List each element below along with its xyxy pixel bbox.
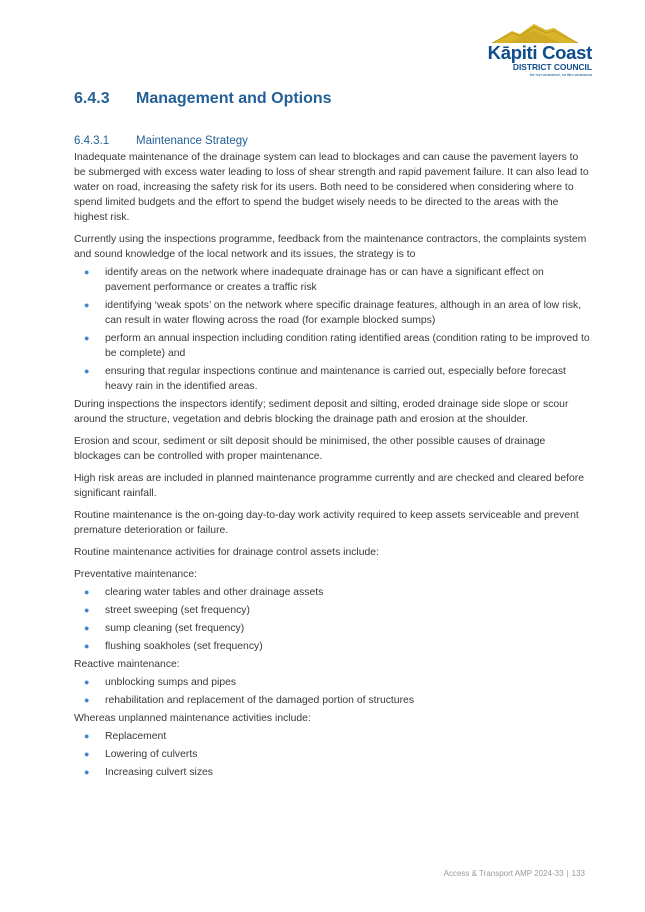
list-item: ● street sweeping (set frequency) — [84, 605, 250, 616]
bullet-icon: ● — [84, 605, 90, 615]
section-number: 6.4.3 — [74, 90, 110, 107]
paragraph: Routine maintenance activities for drainage control assets include: — [74, 547, 379, 558]
paragraph: Currently using the inspections programme, feedback from the maintenance contractors, the complaints system and sound knowledge of the local network and its issues, the strategy is to — [74, 234, 587, 260]
list-item: ● unblocking sumps and pipes — [84, 677, 237, 688]
subsection-title: Maintenance Strategy — [136, 135, 248, 147]
paragraph: Preventative maintenance: — [74, 569, 198, 580]
page-number: 133 — [571, 869, 585, 878]
bullet-icon: ● — [84, 623, 90, 633]
list-item: ● ensuring that regular inspections continue and maintenance is carried out, especially before forecast heavy rain in the identified areas. — [84, 366, 566, 392]
council-logo — [476, 22, 592, 80]
bullet-icon: ● — [84, 767, 90, 777]
list-item: ● identify areas on the network where inadequate drainage has or can have a significant effect on pavement performance or creates a traffic risk — [84, 267, 544, 293]
unplanned-list — [74, 729, 590, 780]
bullet-icon: ● — [84, 695, 90, 705]
paragraph: Inadequate maintenance of the drainage system can lead to blockages and can cause the pavement layers to be submerged with excess water leading to loss of shear strength and rapid pavement failure. It can also lead to water on road, increasing the safety risk for its users. Both need to be considered when considering where to spend limited budgets and the effort to spend the budget wisely needs to be directed to the areas with the highest risk. — [74, 152, 589, 223]
list-item: ● Replacement — [84, 731, 167, 742]
list-item: ● sump cleaning (set frequency) — [84, 623, 245, 634]
bullet-icon: ● — [84, 749, 90, 759]
bullet-icon: ● — [84, 300, 90, 310]
paragraph: During inspections the inspectors identify; sediment deposit and silting, eroded drainage side slope or scour around the structure, vegetation and debris blocking the drainage path and erosion at the shoulder. — [74, 399, 569, 425]
list-item: ● Lowering of culverts — [84, 749, 198, 760]
body-text — [74, 150, 590, 783]
paragraph: Routine maintenance is the on-going day-to-day work activity required to keep assets serviceable and prevent premature deterioration or failure. — [74, 510, 579, 536]
logo-tagline: Me huri whakamuri, ka titiro whakamua — [529, 73, 592, 77]
footer-separator: | — [566, 869, 569, 878]
list-item: ● Increasing culvert sizes — [84, 767, 213, 778]
preventative-list — [74, 585, 590, 654]
subsection-number: 6.4.3.1 — [74, 135, 110, 147]
bullet-icon: ● — [84, 677, 90, 687]
subsection-heading — [74, 133, 590, 149]
footer-document-title: Access & Transport AMP 2024-33 — [443, 869, 564, 878]
bullet-icon: ● — [84, 333, 90, 343]
logo-name: Kāpiti Coast — [487, 42, 592, 63]
mountain-logo-icon — [490, 22, 580, 44]
paragraph: Whereas unplanned maintenance activities include: — [74, 713, 311, 724]
list-item: ● rehabilitation and replacement of the damaged portion of structures — [84, 695, 415, 706]
reactive-list — [74, 675, 590, 708]
list-item: ● identifying ‘weak spots’ on the network where specific drainage features, although in an area of low risk, can result in water flowing across the road (for example blocked sumps) — [84, 300, 582, 326]
bullet-icon: ● — [84, 267, 90, 277]
paragraph: Reactive maintenance: — [74, 659, 180, 670]
list-item: ● clearing water tables and other drainage assets — [84, 587, 324, 598]
bullet-icon: ● — [84, 587, 90, 597]
paragraph: Erosion and scour, sediment or silt deposit should be minimised, the other possible causes of drainage blockages can be controlled with proper maintenance. — [74, 436, 546, 462]
bullet-icon: ● — [84, 641, 90, 651]
section-heading — [74, 88, 590, 110]
bullet-icon: ● — [84, 366, 90, 376]
list-item: ● flushing soakholes (set frequency) — [84, 641, 263, 652]
strategy-list — [74, 265, 590, 394]
paragraph: High risk areas are included in planned maintenance programme currently and are checked and cleared before significant rainfall. — [74, 473, 585, 499]
logo-subtitle: DISTRICT COUNCIL — [512, 62, 592, 72]
bullet-icon: ● — [84, 731, 90, 741]
page-footer — [300, 868, 585, 880]
list-item: ● perform an annual inspection including condition rating identified areas (condition rating to be improved to be complete) and — [84, 333, 590, 359]
section-title: Management and Options — [136, 90, 332, 107]
